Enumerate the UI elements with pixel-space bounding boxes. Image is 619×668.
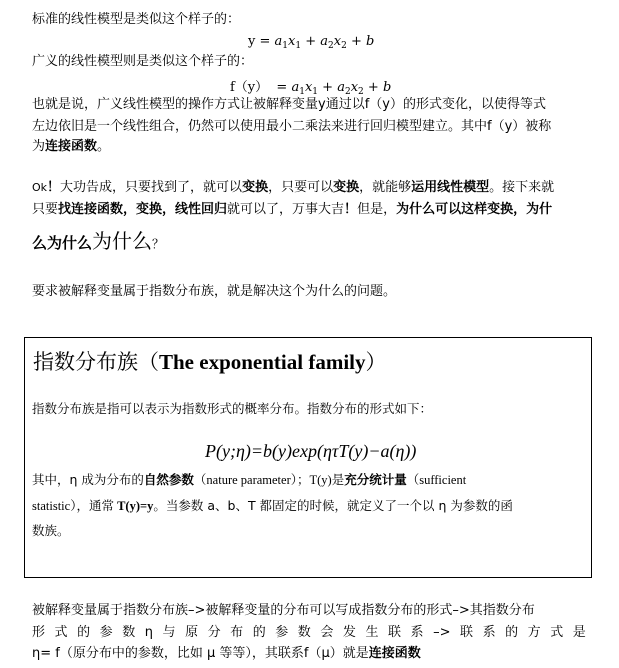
word: 分	[207, 625, 221, 640]
sufficient-statistic-term: 充分统计量	[344, 472, 407, 487]
word: 系	[482, 625, 496, 640]
conclusion-line-2	[32, 625, 586, 641]
box-line-3: 数族。	[32, 523, 70, 538]
word: –>	[433, 625, 451, 640]
standard-model-label: 标准的线性模型是类似这个样子的：	[32, 12, 241, 27]
word: 是	[572, 625, 586, 640]
box-line-1: 其中，η 成为分布的自然参数（nature parameter）；T(y)是充分统计量（sufficient	[32, 472, 467, 487]
word: 参	[275, 625, 289, 640]
conclusion-line-1: 被解释变量属于指数分布族–>被解释变量的分布可以写成指数分布的形式–>其指数分布	[32, 603, 535, 618]
exponential-family-box	[24, 337, 592, 578]
ok-paragraph-line-2: 只要找连接函数，变换，线性回归就可以了，万事大吉！但是，为什么可以这样变换，为什	[32, 202, 553, 217]
word: 系	[410, 625, 424, 640]
natural-parameter-term: 自然参数	[143, 472, 194, 487]
word: 的	[505, 625, 519, 640]
link-function-term: 连接函数	[45, 139, 98, 154]
standard-linear-equation: $y = a_1x_1 + a_2x_2 + b$	[248, 34, 375, 51]
word: 会	[320, 625, 334, 640]
word: 式	[54, 625, 68, 640]
exponential-family-formula: P(y;η)=b(y)exp(ητT(y)−a(η))	[205, 441, 417, 461]
equation-lhs: y	[248, 34, 256, 49]
word: 联	[460, 625, 474, 640]
word: 方	[527, 625, 541, 640]
word: 参	[99, 625, 113, 640]
explanation-line-2: 左边依旧是一个线性组合，仍然可以使用最小二乘法来进行回归模型建立。其中f（y）被称	[32, 119, 552, 134]
explanation-line-1: 也就是说，广义线性模型的操作方式让被解释变量y通过以f（y）的形式变化，以使得等式	[32, 97, 546, 112]
word: 数	[297, 625, 311, 640]
word: 发	[342, 625, 356, 640]
word: 式	[550, 625, 564, 640]
word: 的	[77, 625, 91, 640]
word: η	[144, 625, 153, 640]
link-function-term: 连接函数	[368, 646, 421, 661]
explanation-line-3: 为连接函数。	[32, 139, 111, 154]
word: 布	[230, 625, 244, 640]
word: 原	[185, 625, 199, 640]
equation-lhs: f（y）	[230, 80, 269, 95]
ok-paragraph-line-1: Ok！大功告成，只要找到了，就可以变换，只要可以变换，就能够运用线性模型。接下来就	[32, 180, 555, 195]
word: 联	[387, 625, 401, 640]
word: 形	[32, 625, 46, 640]
exponential-family-definition: 指数分布族是指可以表示为指数形式的概率分布。指数分布的形式如下：	[32, 401, 433, 416]
word: 与	[162, 625, 176, 640]
generalized-linear-equation: $f(y) = a_1x_1 + a_2x_2 + b$	[230, 80, 392, 97]
box-title: 指数分布族（The exponential family）	[33, 350, 387, 374]
generalized-model-label: 广义的线性模型则是类似这个样子的：	[32, 54, 254, 69]
emphasized-why: 为什么	[92, 229, 153, 253]
conclusion-line-3: η= f（原分布中的参数，比如 μ 等等），其联系f（μ）就是连接函数	[32, 646, 421, 661]
word: 数	[122, 625, 136, 640]
word: 生	[365, 625, 379, 640]
word: 的	[252, 625, 266, 640]
box-line-2: statistic），通常 T(y)=y。当参数 a、b、T 都固定的时候，就定义了一个以 η 为参数的函	[32, 498, 513, 513]
ok-paragraph-line-3: 么为什么为什么？	[32, 229, 165, 253]
requirement-text: 要求被解释变量属于指数分布族，就是解决这个为什么的问题。	[32, 284, 397, 299]
